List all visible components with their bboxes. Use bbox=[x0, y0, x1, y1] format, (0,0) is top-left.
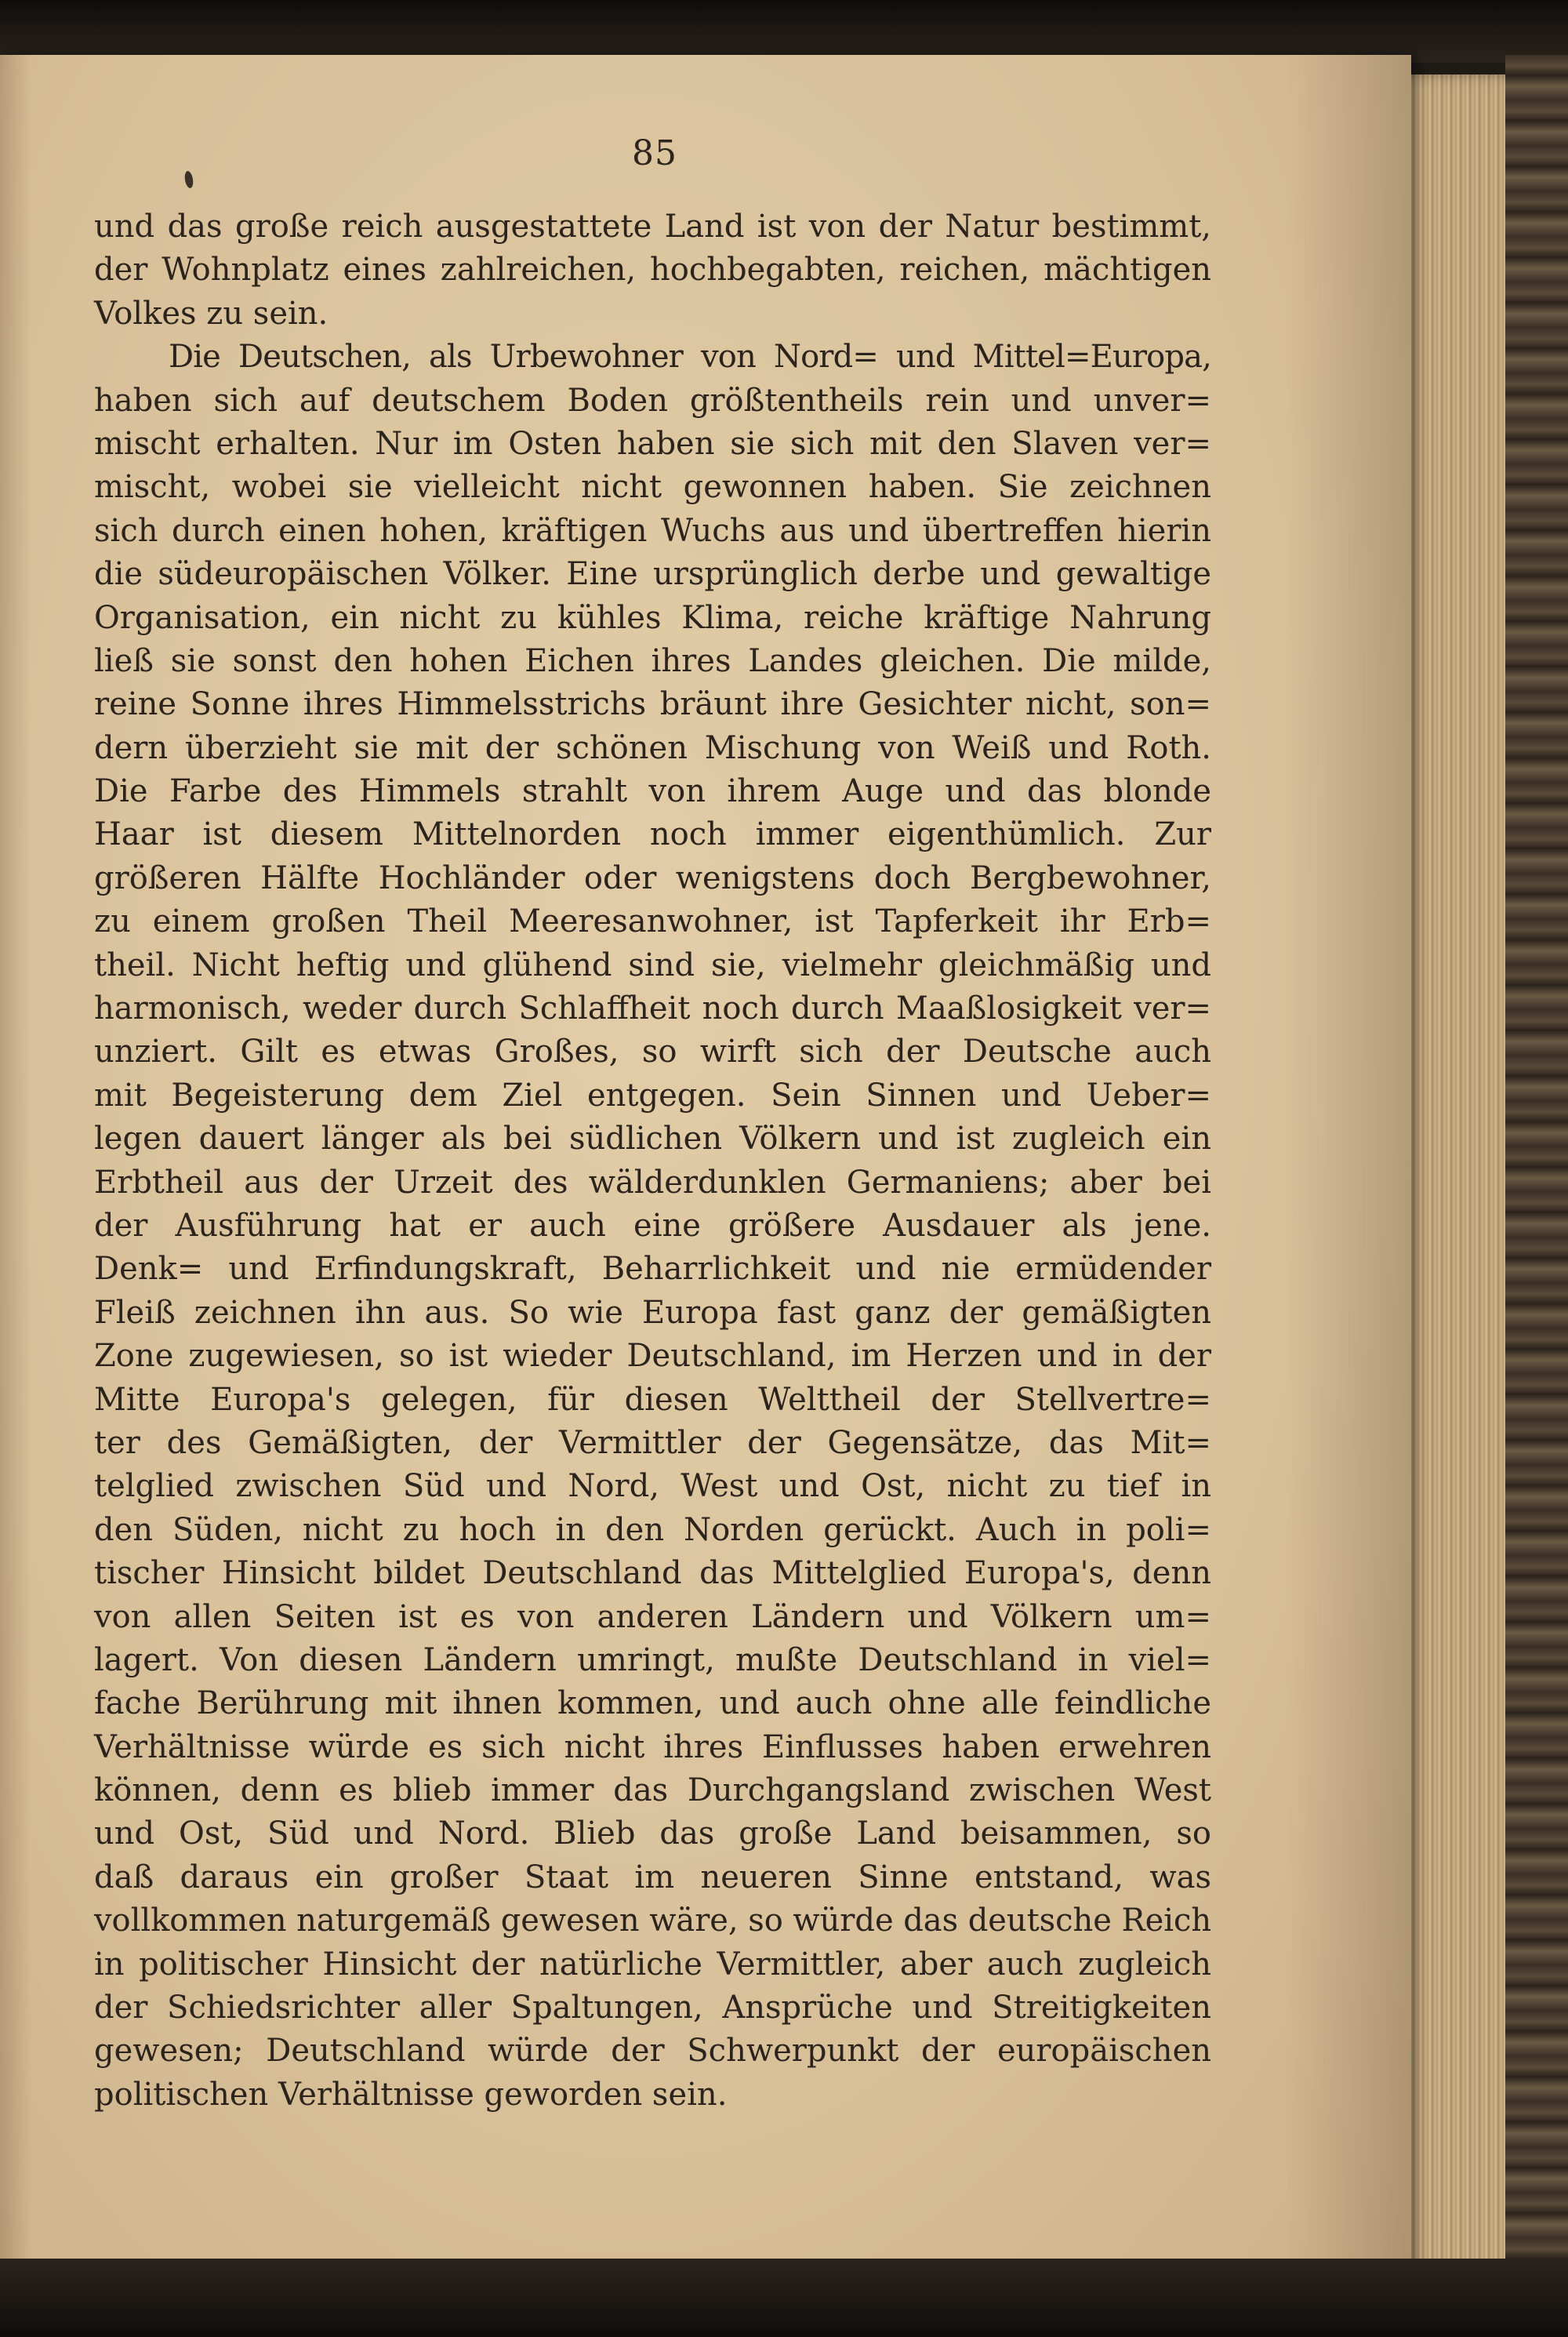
text-line: daß daraus ein großer Staat im neueren Sinne entstand, was bbox=[94, 1859, 1211, 1895]
text-line: harmonisch, weder durch Schlaffheit noch durch Maaßlosigkeit ver= bbox=[94, 990, 1211, 1027]
text-line: mischt, wobei sie vielleicht nicht gewonnen haben. Sie zeichnen bbox=[94, 469, 1211, 506]
text-line: Denk= und Erfindungskraft, Beharrlichkeit und nie ermüdender bbox=[94, 1251, 1211, 1288]
page-shadow-left bbox=[0, 55, 31, 2298]
text-line: unziert. Gilt es etwas Großes, so wirft sich der Deutsche auch bbox=[94, 1034, 1211, 1070]
text-line: Zone zugewiesen, so ist wieder Deutschland, im Herzen und in der bbox=[94, 1338, 1211, 1375]
body-text bbox=[94, 205, 1211, 2117]
text-line: ließ sie sonst den hohen Eichen ihres Landes gleichen. Die milde, bbox=[94, 642, 1211, 679]
text-line: Fleiß zeichnen ihn aus. So wie Europa fast ganz der gemäßigten bbox=[94, 1294, 1211, 1331]
text-line: lagert. Von diesen Ländern umringt, mußte Deutschland in viel= bbox=[94, 1641, 1211, 1678]
text-line: größeren Hälfte Hochländer oder wenigstens doch Bergbewohner, bbox=[94, 860, 1211, 896]
text-line: legen dauert länger als bei südlichen Völkern und ist zugleich ein bbox=[94, 1121, 1211, 1158]
scan-background-top bbox=[0, 0, 1568, 63]
text-line: haben sich auf deutschem Boden größtentheils rein und unver= bbox=[94, 382, 1211, 419]
text-line: von allen Seiten ist es von anderen Ländern und Völkern um= bbox=[94, 1598, 1211, 1635]
text-line: der Schiedsrichter aller Spaltungen, Ansprüche und Streitigkeiten bbox=[94, 1990, 1211, 2026]
text-line: zu einem großen Theil Meeresanwohner, ist Tapferkeit ihr Erb= bbox=[94, 903, 1211, 940]
text-line: Erbtheil aus der Urzeit des wälderdunklen Germaniens; aber bei bbox=[94, 1164, 1211, 1201]
text-line: Die Deutschen, als Urbewohner von Nord= und Mittel=Europa, bbox=[169, 339, 1211, 376]
text-line: den Süden, nicht zu hoch in den Norden gerückt. Auch in poli= bbox=[94, 1511, 1211, 1548]
text-line: dern überzieht sie mit der schönen Mischung von Weiß und Roth. bbox=[94, 729, 1211, 766]
text-line: Organisation, ein nicht zu kühles Klima, reiche kräftige Nahrung bbox=[94, 599, 1211, 636]
text-line: der Ausführung hat er auch eine größere Ausdauer als jene. bbox=[94, 1207, 1211, 1244]
text-line: mit Begeisterung dem Ziel entgegen. Sein Sinnen und Ueber= bbox=[94, 1077, 1211, 1114]
text-line: die südeuropäischen Völker. Eine ursprünglich derbe und gewaltige bbox=[94, 556, 1211, 593]
text-line: telglied zwischen Süd und Nord, West und Ost, nicht zu tief in bbox=[94, 1468, 1211, 1505]
scan-background-bottom bbox=[0, 2259, 1568, 2337]
text-line: und Ost, Süd und Nord. Blieb das große Land beisammen, so bbox=[94, 1815, 1211, 1852]
text-line: tischer Hinsicht bildet Deutschland das Mittelglied Europa's, denn bbox=[94, 1555, 1211, 1592]
text-line: vollkommen naturgemäß gewesen wäre, so würde das deutsche Reich bbox=[94, 1903, 1212, 1939]
text-line: theil. Nicht heftig und glühend sind sie, vielmehr gleichmäßig und bbox=[94, 947, 1211, 983]
page-number: 85 bbox=[632, 133, 677, 173]
text-line: der Wohnplatz eines zahlreichen, hochbegabten, reichen, mächtigen bbox=[94, 252, 1211, 289]
text-line: Die Farbe des Himmels strahlt von ihrem Auge und das blonde bbox=[94, 773, 1211, 810]
page-shadow-right bbox=[1286, 55, 1411, 2298]
text-line: Volkes zu sein. bbox=[94, 295, 328, 332]
text-line: mischt erhalten. Nur im Osten haben sie sich mit den Slaven ver= bbox=[94, 425, 1211, 462]
text-line: Mitte Europa's gelegen, für diesen Welttheil der Stellvertre= bbox=[94, 1381, 1211, 1418]
text-line: Haar ist diesem Mittelnorden noch immer eigenthümlich. Zur bbox=[94, 816, 1211, 853]
text-line: und das große reich ausgestattete Land ist von der Natur bestimmt, bbox=[94, 209, 1211, 245]
text-line: Verhältnisse würde es sich nicht ihres Einflusses haben erwehren bbox=[94, 1728, 1211, 1765]
text-line: reine Sonne ihres Himmelsstrichs bräunt ihre Gesichter nicht, son= bbox=[94, 686, 1211, 723]
text-line: gewesen; Deutschland würde der Schwerpunkt der europäischen bbox=[94, 2033, 1211, 2070]
text-line: fache Berührung mit ihnen kommen, und auch ohne alle feindliche bbox=[94, 1685, 1211, 1722]
text-line: können, denn es blieb immer das Durchgangsland zwischen West bbox=[94, 1772, 1211, 1809]
text-line: ter des Gemäßigten, der Vermittler der Gegensätze, das Mit= bbox=[94, 1424, 1211, 1461]
text-line: in politischer Hinsicht der natürliche Vermittler, aber auch zugleich bbox=[94, 1946, 1211, 1983]
book-cover-edge bbox=[1505, 55, 1568, 2298]
text-line: politischen Verhältnisse geworden sein. bbox=[94, 2076, 728, 2113]
text-line: sich durch einen hohen, kräftigen Wuchs aus und übertreffen hierin bbox=[94, 512, 1211, 549]
